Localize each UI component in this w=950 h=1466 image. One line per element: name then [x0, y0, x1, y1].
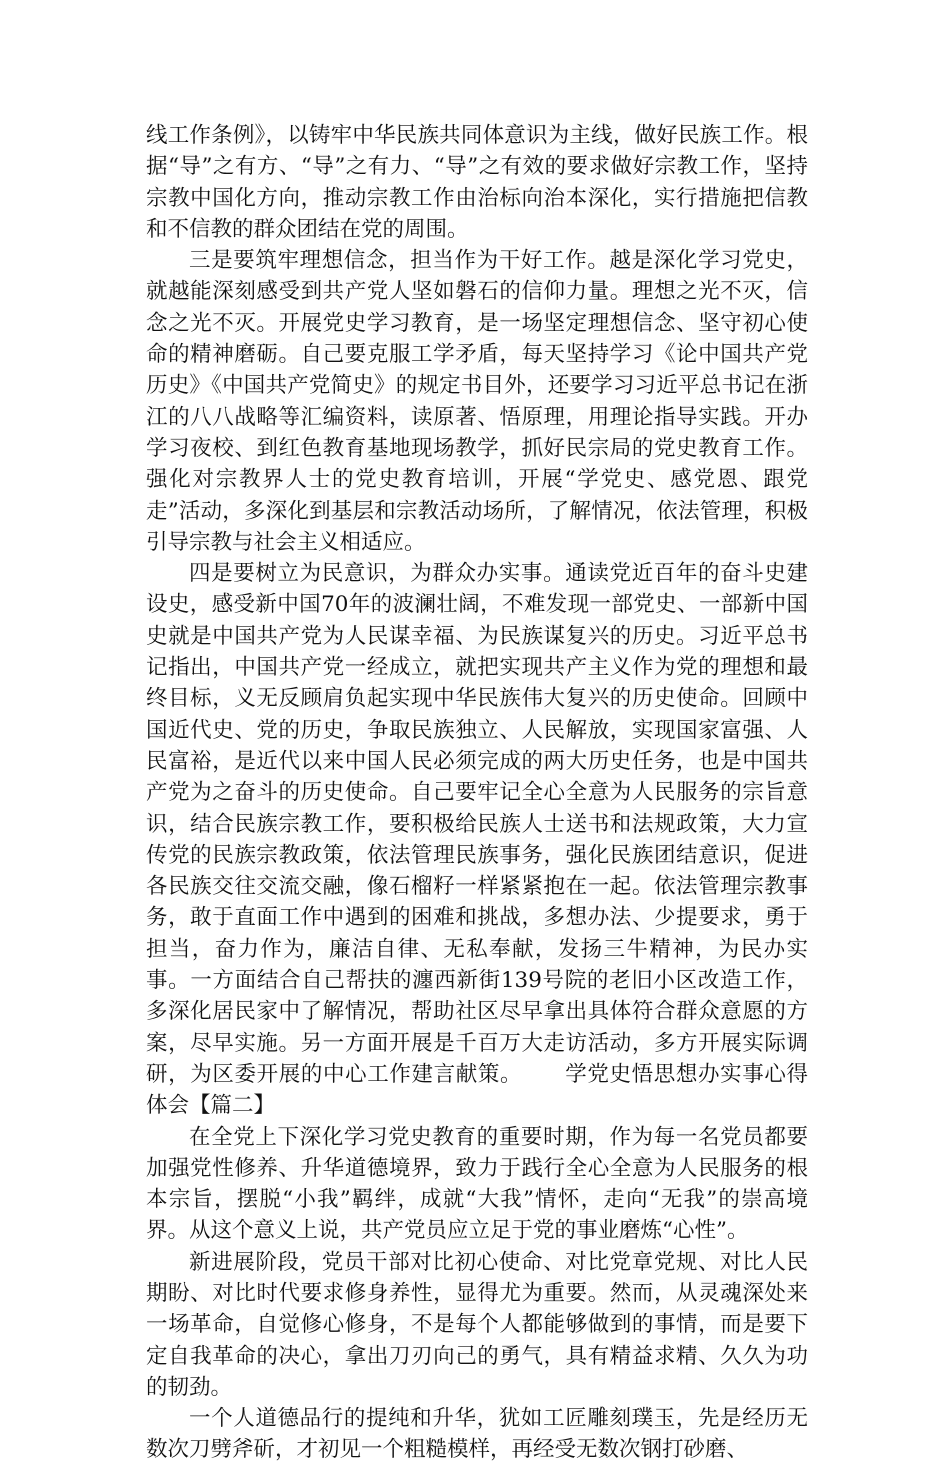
paragraph-moral-character: 一个人道德品行的提纯和升华，犹如工匠雕刻璞玉，先是经历无数次刀劈斧斫，才初见一个粗糙模样，再经受无数次钢打砂磨、 [146, 1406, 808, 1463]
paragraph-point-four-text: 四是要树立为民意识，为群众办实事。通读党近百年的奋斗史建设史，感受新中国70年的波澜壮阔，不难发现一部党史、一部新中国史就是中国共产党为人民谋幸福、为民族谋复兴的历史。习近平总书记指出，中国共产党一经成立，就把实现共产主义作为党的理想和最终目标，义无反顾肩负起实现中华民族伟大复兴的历史使命。回顾中国近代史、党的历史，争取民族独立、人民解放，实现国家富强、人民富裕，是近代以来中国人民必须完成的两大历史任务，也是中国共产党为之奋斗的历史使命。自己要牢记全心全意为人民服务的宗旨意识，结合民族宗教工作，要积极给民族人士送书和法规政策，大力宣传党的民族宗教政策，依法管理民族事务，强化民族团结意识，促进各民族交往交流交融，像石榴籽一样紧紧抱在一起。依法管理宗教事务，敢于直面工作中遇到的困难和挑战，多想办法、少提要求，勇于担当，奋力作为，廉洁自律、无私奉献，发扬三牛精神，为民办实事。一方面结合自己帮扶的瀍西新街139号院的老旧小区改造工作，多深化居民家中了解情况，帮助社区尽早拿出具体符合群众意愿的方案，尽早实施。另一方面开展是千百万大走访活动，多方开展实际调研，为区委开展的中心工作建言献策。 [146, 561, 808, 1087]
paragraph-continuation: 线工作条例》，以铸牢中华民族共同体意识为主线，做好民族工作。根据“导”之有方、“导”之有力、“导”之有效的要求做好宗教工作，坚持宗教中国化方向，推动宗教工作由治标向治本深化，实行措施把信教和不信教的群众团结在党的周围。 [146, 123, 808, 242]
paragraph-intro: 在全党上下深化学习党史教育的重要时期，作为每一名党员都要加强党性修养、升华道德境界，致力于践行全心全意为人民服务的根本宗旨，摆脱“小我”羁绊，成就“大我”情怀，走向“无我”的崇高境界。从这个意义上说，共产党员应立足于党的事业磨炼“心性”。 [146, 1124, 808, 1244]
section-heading: 学党史悟思想办实事心得体会【篇二】 [146, 1061, 808, 1119]
paragraph-point-four [146, 558, 808, 1121]
paragraph-new-stage: 新进展阶段，党员干部对比初心使命、对比党章党规、对比人民期盼、对比时代要求修身养性，显得尤为重要。然而，从灵魂深处来一场革命，自觉修心修身，不是每个人都能够做到的事情，而是要下定自我革命的决心，拿出刀刃向己的勇气，具有精益求精、久久为功的韧劲。 [146, 1249, 808, 1400]
document-page [146, 120, 808, 1466]
paragraph-point-three: 三是要筑牢理想信念，担当作为干好工作。越是深化学习党史，就越能深刻感受到共产党人坚如磐石的信仰力量。理想之光不灭，信念之光不灭。开展党史学习教育，是一场坚定理想信念、坚守初心使命的精神磨砺。自己要克服工学矛盾，每天坚持学习《论中国共产党历史》《中国共产党简史》的规定书目外，还要学习习近平总书记在浙江的八八战略等汇编资料，读原著、悟原理，用理论指导实践。开办学习夜校、到红色教育基地现场教学，抓好民宗局的党史教育工作。强化对宗教界人士的党史教育培训，开展“学党史、感党恩、跟党走”活动，多深化到基层和宗教活动场所，了解情况，依法管理，积极引导宗教与社会主义相适应。 [146, 248, 808, 555]
